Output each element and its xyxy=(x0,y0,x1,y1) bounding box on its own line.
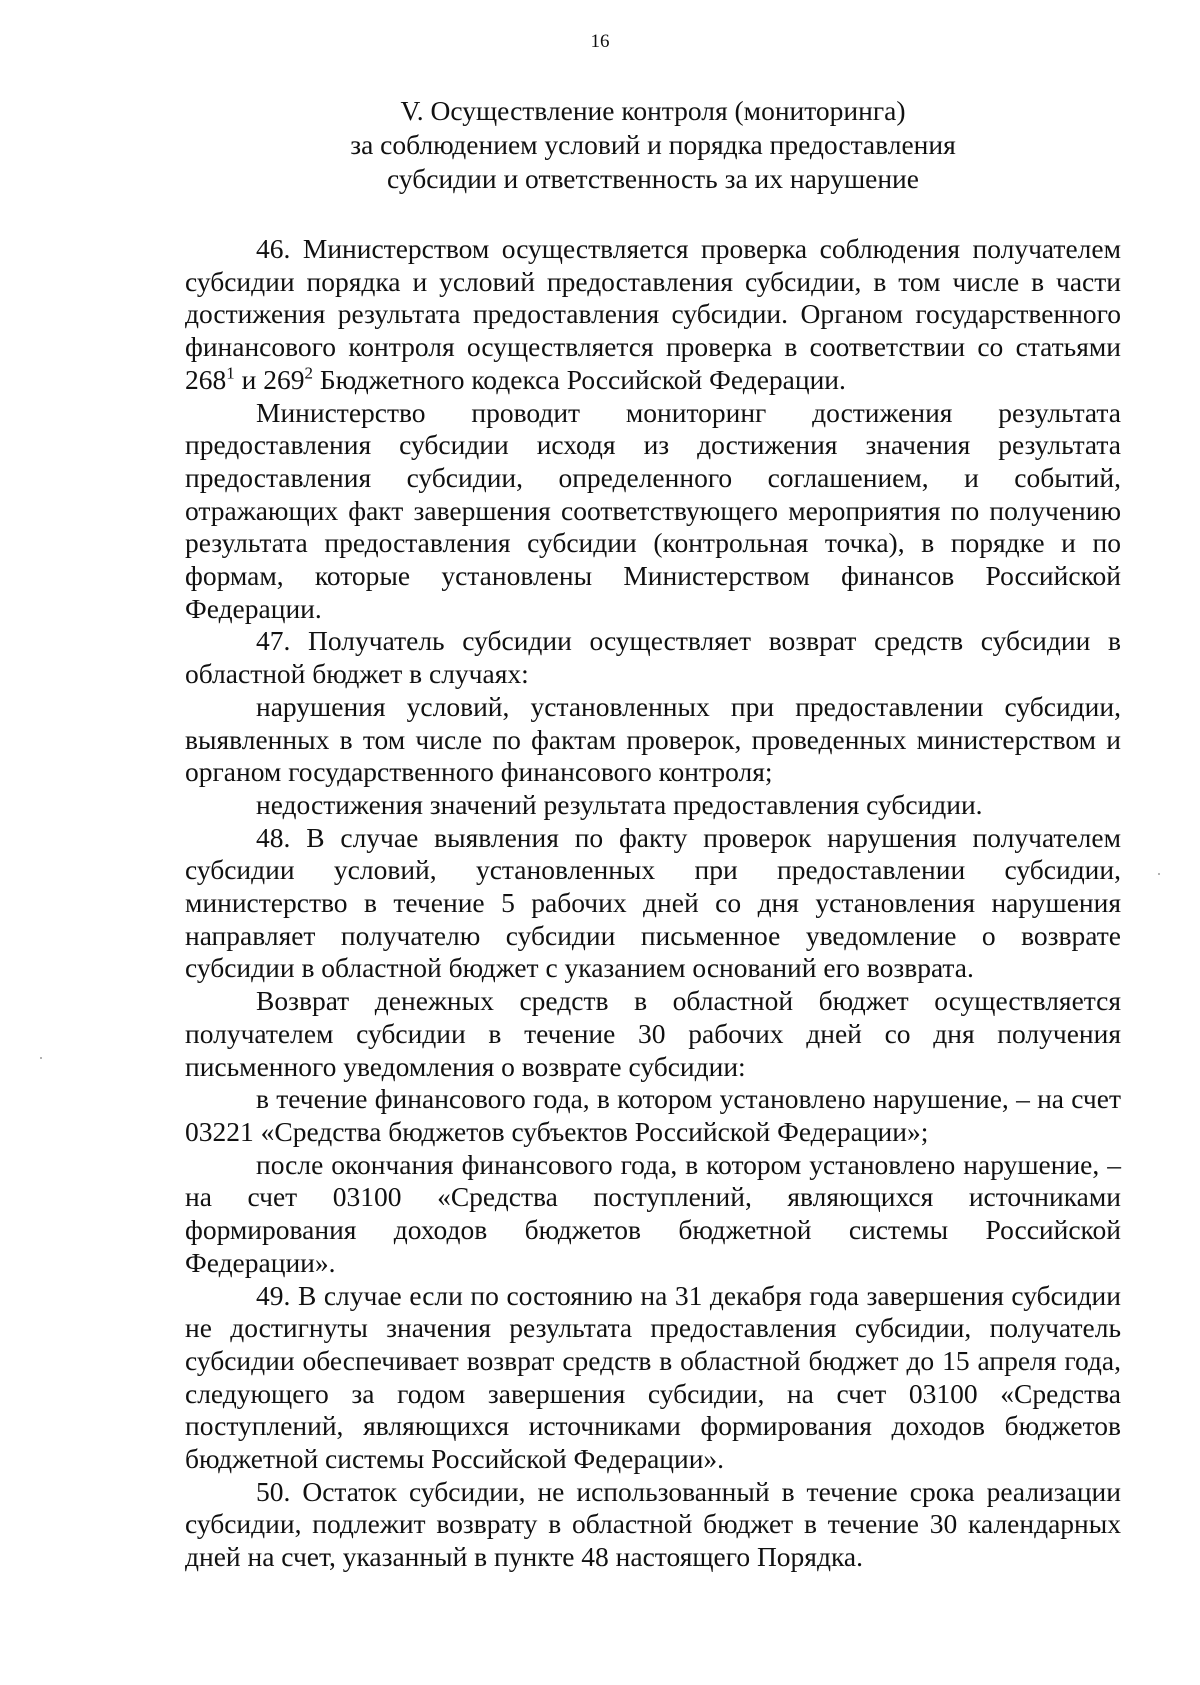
paragraph-monitoring: Министерство проводит мониторинг достижения результата предоставления субсидии исходя из достижения значения результата предоставления субсидии, определенного соглашением, и событий, отражающих факт завершения соответствующего мероприятия по получению результата предоставления субсидии (контрольная точка), в порядке и по формам, которые установлены Министерством финансов Российской Федерации. xyxy=(185,396,1121,624)
paragraph-47-case-nonachievement: недостижения значений результата предоставления субсидии. xyxy=(256,788,983,820)
section-heading xyxy=(185,94,1121,196)
page-number: 16 xyxy=(590,31,610,52)
article-superscript: 2 xyxy=(304,363,313,383)
paragraph-47: 47. Получатель субсидии осуществляет возврат средств субсидии в областной бюджет в случаях: xyxy=(185,625,1121,690)
section-heading-line: субсидии и ответственность за их нарушение xyxy=(387,163,919,194)
paragraph-46-text: и xyxy=(234,363,264,395)
scan-speck xyxy=(1158,873,1160,875)
section-heading-line: V. Осуществление контроля (мониторинга) xyxy=(400,95,906,126)
paragraph-48-return: Возврат денежных средств в областной бюджет осуществляется получателем субсидии в течение 30 рабочих дней со дня получения письменного уведомления о возврате субсидии: xyxy=(185,985,1121,1082)
scan-speck xyxy=(40,1057,42,1059)
paragraph-48-after-year: после окончания финансового года, в котором установлено нарушение, – на счет 03100 «Средства поступлений, являющихся источниками формирования доходов бюджетов бюджетной системы Российской Федерации». xyxy=(185,1148,1121,1278)
article-superscript: 1 xyxy=(226,363,235,383)
document-body xyxy=(185,233,1121,1574)
paragraph-47-case-violation: нарушения условий, установленных при предоставлении субсидии, выявленных в том числе по фактам проверок, проведенных министерством и органом государственного финансового контроля; xyxy=(185,690,1121,788)
article-number: 269 xyxy=(263,363,305,395)
paragraph-46 xyxy=(185,233,1121,397)
paragraph-46-text: 46. Министерством осуществляется проверка соблюдения получателем субсидии порядка и условий предоставления субсидии, в том числе в части достижения результата предоставления субсидии. Органом государственного финансового контроля осуществляется проверка в соответствии со статьями xyxy=(185,233,1121,363)
paragraph-48: 48. В случае выявления по факту проверок нарушения получателем субсидии условий, установленных при предоставлении субсидии, министерство в течение 5 рабочих дней со дня установления нарушения направляет получателю субсидии письменное уведомление о возврате субсидии в областной бюджет с указанием оснований его возврата. xyxy=(185,821,1121,984)
paragraph-50: 50. Остаток субсидии, не использованный в течение срока реализации субсидии, подлежит возврату в областной бюджет в течение 30 календарных дней на счет, указанный в пункте 48 настоящего Порядка. xyxy=(185,1475,1121,1573)
section-heading-line: за соблюдением условий и порядка предоставления xyxy=(350,129,956,160)
paragraph-48-during-year: в течение финансового года, в котором установлено нарушение, – на счет 03221 «Средства бюджетов субъектов Российской Федерации»; xyxy=(185,1083,1121,1147)
paragraph-46-text: Бюджетного кодекса Российской Федерации. xyxy=(312,363,846,395)
paragraph-49: 49. В случае если по состоянию на 31 декабря года завершения субсидии не достигнуты значения результата предоставления субсидии, получатель субсидии обеспечивает возврат средств в областной бюджет до 15 апреля года, следующего за годом завершения субсидии, на счет 03100 «Средства поступлений, являющихся источниками формирования доходов бюджетов бюджетной системы Российской Федерации». xyxy=(185,1279,1121,1475)
article-number: 268 xyxy=(185,363,227,395)
